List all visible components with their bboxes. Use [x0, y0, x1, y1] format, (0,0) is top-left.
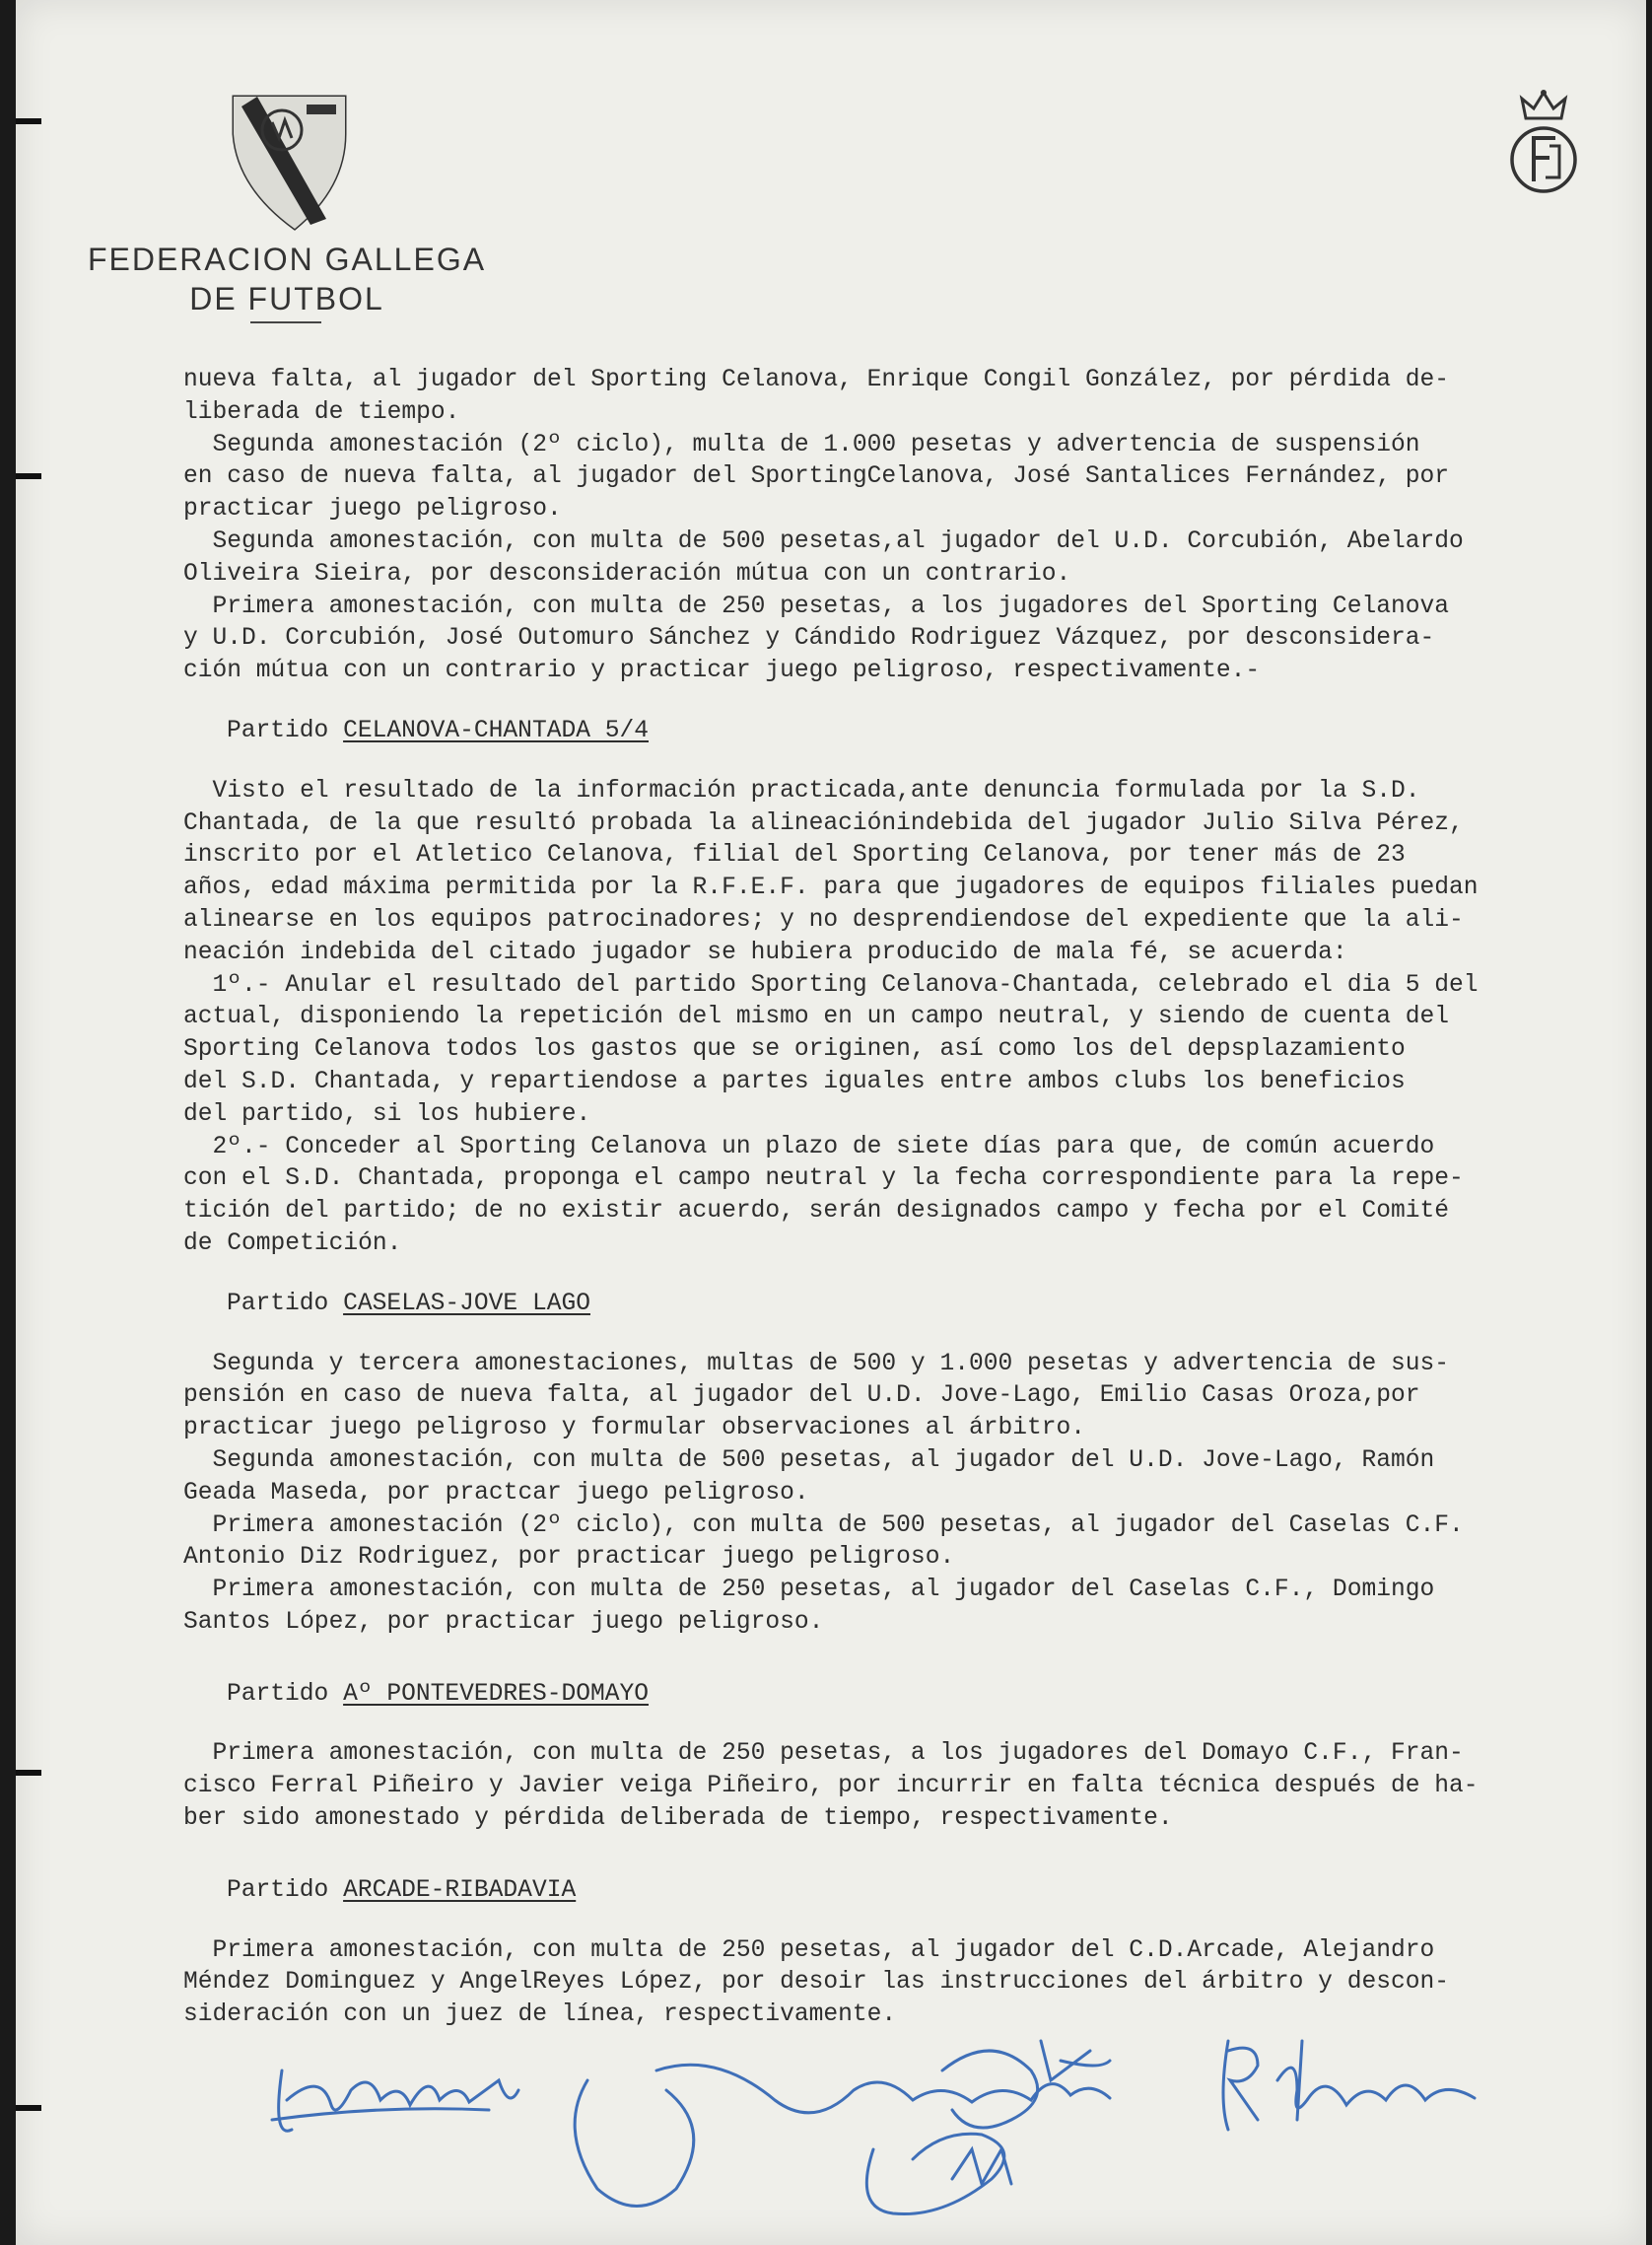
match-heading-prefix: Partido [227, 1290, 344, 1317]
document-page [16, 0, 1646, 2245]
body-line: del partido, si los hubiere. [183, 1100, 591, 1128]
body-line: Primera amonestación (2º ciclo), con multa de 500 pesetas, al jugador del Caselas C.F. [183, 1511, 1464, 1539]
body-line: practicar juego peligroso. [183, 496, 562, 524]
body-line: Segunda y tercera amonestaciones, multas de 500 y 1.000 pesetas y advertencia de sus- [183, 1350, 1450, 1377]
header-divider [250, 321, 321, 323]
body-line: neación indebida del citado jugador se hubiera producido de mala fé, se acuerda: [183, 939, 1347, 966]
federation-name [75, 240, 499, 318]
body-line: del S.D. Chantada, y repartiendose a partes iguales entre ambos clubs los beneficios [183, 1068, 1406, 1095]
body-line: Primera amonestación, con multa de 250 pesetas, a los jugadores del Sporting Celanova [183, 593, 1450, 620]
body-line: actual, disponiendo la repetición del mismo en un campo neutral, y siendo de cuenta del [183, 1004, 1450, 1031]
body-line: liberada de tiempo. [183, 398, 460, 426]
body-line: inscrito por el Atletico Celanova, filial del Sporting Celanova, por tener más de 23 [183, 842, 1406, 870]
body-line: Geada Maseda, por practcar juego peligroso. [183, 1479, 809, 1507]
body-line: Segunda amonestación, con multa de 500 pesetas, al jugador del U.D. Jove-Lago, Ramón [183, 1446, 1435, 1474]
match-heading [227, 716, 1632, 748]
paragraph-gap [183, 748, 1632, 776]
binder-mark [16, 2105, 41, 2111]
match-heading [227, 1289, 1632, 1321]
body-line: Segunda amonestación (2º ciclo), multa de 1.000 pesetas y advertencia de suspensión [183, 431, 1420, 458]
body-line: Chantada, de la que resultó probada la alineaciónindebida del jugador Julio Silva Pérez, [183, 809, 1464, 837]
body-line: 2º.- Conceder al Sporting Celanova un plazo de siete días para que, de común acuerdo [183, 1133, 1435, 1160]
match-heading-title: Aº PONTEVEDRES-DOMAYO [343, 1680, 650, 1708]
match-heading-title: CELANOVA-CHANTADA 5/4 [343, 717, 650, 744]
body-line: 1º.- Anular el resultado del partido Sporting Celanova-Chantada, celebrado el dia 5 del [183, 971, 1479, 999]
body-line: Méndez Dominguez y AngelReyes López, por desoir las instrucciones del árbitro y descon- [183, 1969, 1450, 1997]
federation-name-line1: FEDERACION GALLEGA [87, 242, 487, 277]
body-line: Santos López, por practicar juego peligroso. [183, 1608, 824, 1636]
paragraph-gap [183, 1321, 1632, 1349]
match-heading-prefix: Partido [227, 1876, 344, 1904]
document-body [183, 365, 1632, 2032]
crown-crest-icon [1504, 87, 1583, 207]
body-line: Sporting Celanova todos los gastos que se originen, así como los del depsplazamiento [183, 1036, 1406, 1064]
match-heading-title: CASELAS-JOVE LAGO [343, 1290, 590, 1317]
binder-mark [16, 473, 41, 479]
body-line: Primera amonestación, con multa de 250 pesetas, al jugador del C.D.Arcade, Alejandro [183, 1936, 1435, 1964]
body-line: años, edad máxima permitida por la R.F.E.F. para que jugadores de equipos filiales puedan [183, 875, 1479, 902]
body-line: ber sido amonestado y pérdida deliberada de tiempo, respectivamente. [183, 1805, 1173, 1833]
body-line: Segunda amonestación, con multa de 500 pesetas,al jugador del U.D. Corcubión, Abelardo [183, 527, 1464, 555]
paragraph-gap [183, 1908, 1632, 1935]
federation-name-line2: DE FUTBOL [189, 281, 384, 316]
binder-mark [16, 118, 41, 124]
body-line: y U.D. Corcubión, José Outomuro Sánchez y Cándido Rodriguez Vázquez, por desconsidera- [183, 625, 1435, 653]
binder-mark [16, 1770, 41, 1776]
body-line: practicar juego peligroso y formular observaciones al árbitro. [183, 1415, 1086, 1442]
body-line: ción mútua con un contrario y practicar juego peligroso, respectivamente.- [183, 658, 1261, 685]
body-line: en caso de nueva falta, al jugador del SportingCelanova, José Santalices Fernández, por [183, 463, 1450, 491]
paragraph-gap [183, 688, 1632, 716]
body-line: Visto el resultado de la información practicada,ante denuncia formulada por la S.D. [183, 777, 1420, 805]
paragraph-gap [183, 1640, 1632, 1679]
match-heading [227, 1679, 1632, 1712]
body-line: Antonio Diz Rodriguez, por practicar juego peligroso. [183, 1544, 955, 1572]
body-line: Primera amonestación, con multa de 250 pesetas, al jugador del Caselas C.F., Domingo [183, 1577, 1435, 1604]
body-line: de Competición. [183, 1229, 402, 1257]
paragraph-gap [183, 1711, 1632, 1738]
body-line: nueva falta, al jugador del Sporting Celanova, Enrique Congil González, por pérdida de- [183, 367, 1450, 393]
body-line: cisco Ferral Piñeiro y Javier veiga Piñeiro, por incurrir en falta técnica después de ha- [183, 1773, 1479, 1800]
match-heading-prefix: Partido [227, 1680, 344, 1708]
handwritten-signatures [262, 2011, 1524, 2228]
match-heading-prefix: Partido [227, 717, 344, 744]
body-line: Oliveira Sieira, por desconsideración mútua con un contrario. [183, 560, 1071, 588]
match-heading [227, 1875, 1632, 1908]
body-line: con el S.D. Chantada, proponga el campo neutral y la fecha correspondiente para la repe- [183, 1165, 1464, 1193]
body-line: Primera amonestación, con multa de 250 pesetas, a los jugadores del Domayo C.F., Fran- [183, 1740, 1464, 1768]
body-line: tición del partido; de no existir acuerdo, serán designados campo y fecha por el Comité [183, 1198, 1450, 1226]
match-heading-title: ARCADE-RIBADAVIA [343, 1876, 577, 1904]
paragraph-gap [183, 1261, 1632, 1289]
body-line: alinearse en los equipos patrocinadores; y no desprendiendose del expediente que la ali- [183, 906, 1464, 934]
body-line: pensión en caso de nueva falta, al jugador del U.D. Jove-Lago, Emilio Casas Oroza,por [183, 1382, 1420, 1410]
federation-shield-logo-icon [228, 91, 351, 234]
body-line: sideración con un juez de línea, respectivamente. [183, 2001, 897, 2029]
paragraph-gap [183, 1836, 1632, 1875]
